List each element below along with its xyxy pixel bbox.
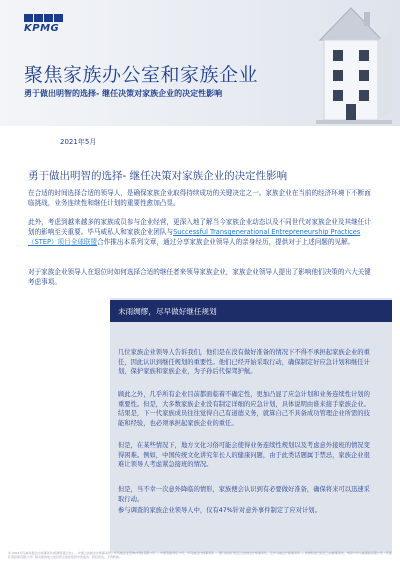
hero-subtitle: 勇于做出明智的选择- 继任决策对家族企业的决定性影响 — [24, 89, 223, 98]
paragraph-context-text-b: 合作推出本系列文章，通过分享家族企业领导人的亲身经历，提供对于上述问题的见解。 — [97, 238, 355, 246]
sidebar-panel — [110, 298, 392, 553]
panel-header — [110, 300, 392, 322]
house-illustration — [306, 0, 396, 126]
kpmg-logo — [24, 14, 66, 36]
panel-title: 未雨绸缪，尽早做好继任规划 — [118, 307, 217, 316]
panel-paragraph: 但是，在某些情况下，地方文化习俗可能会使得业务连续性规划以及考虑意外接班的情况变得困难。例如，中国传统文化讲究年长人的健康问题，由于此类话题属于禁忌，家族企业很难让领导人考虑紧急接班的情况。 — [118, 442, 370, 469]
logo-text: KPMG — [24, 23, 60, 34]
publication-date: 2021年5月 — [60, 138, 97, 146]
panel-paragraph: 顾此之外，几乎所有企业目前都面临着不确定性，更加凸显了应急计划和业务连续性计划的重要性。但是，大多数家族企业没有制定详细的应急计划，具体说明由谁来接手家族企业。结果是，下一代家族成员往往觉得自己有道德义务，就算自己不具备成功管理企业所需的技能和经验，也必须承担起家族企业的重任。 — [118, 391, 370, 427]
paragraph-context — [28, 217, 372, 247]
paragraph-context-text-a: 此外，考虑到越来越多的家族成员参与企业经营，更深入地了解当今家族企业动态以及不同世代对家族企业及其继任计划的影响至关重要。毕马威私人和家族企业团队与 — [28, 218, 371, 236]
paragraph-intro: 在合适的时间选择合适的领导人，是确保家族企业取得持续成功的关键决定之一。家族企业在当前的经济环境下不断面临挑战，业务连续性和继任计划的重要性愈加凸显。 — [28, 189, 371, 207]
footer-disclaimer: © 2021毕马威华振会计师事务所(特殊普通合伙) — 中国合伙制会计师事务所，毕马威企业咨询(中国)有限公司 — 中国有限责任公司，毕马威会计师事务所 — 澳门特别行政区合伙制会计师事务所，及毕马威会计师事务所 — 香港特别行政区合伙制事务所，均是与毕马威国际有限公司（英国私营担保有限公司）相关联的独立成员所全球性组织中的成员。版权所有，不得转载。 — [8, 551, 392, 559]
step-link[interactable]: Successful Transgenerational Entrepreneurship Practices（STEP）项目全球联盟 — [28, 228, 361, 246]
article-heading: 勇于做出明智的选择- 继任决策对家族企业的决定性影响 — [28, 170, 288, 182]
hero-title: 聚焦家族办公室和家族企业 — [24, 64, 259, 86]
panel-paragraph: 但是，当不幸一次意外降临的情形，家族便会认识到有必要做好准备，确保将来可以迅速采取行动。 — [118, 486, 370, 503]
panel-paragraph: 几位家族企业领导人告诉我们，他们是在没有做好准备的情况下不得不承担起家族企业的重任，因此认识到继任规划的重要性。他们已经开始采取行动，确保制定好应急计划和继任计划，保护家族和家族企业，为子孙后代保驾护航。 — [118, 349, 370, 376]
hero-banner — [0, 0, 400, 126]
panel-paragraph: 参与调查的家族企业领导人中，仅有47%针对意外事件制定了应对计划。 — [118, 507, 321, 514]
paragraph-summary: 对于家族企业领导人在退位时如何选择合适的继任者来领导家族企业，家族企业领导人提出了影响他们决策的六大关键考虑事项。 — [28, 268, 371, 286]
